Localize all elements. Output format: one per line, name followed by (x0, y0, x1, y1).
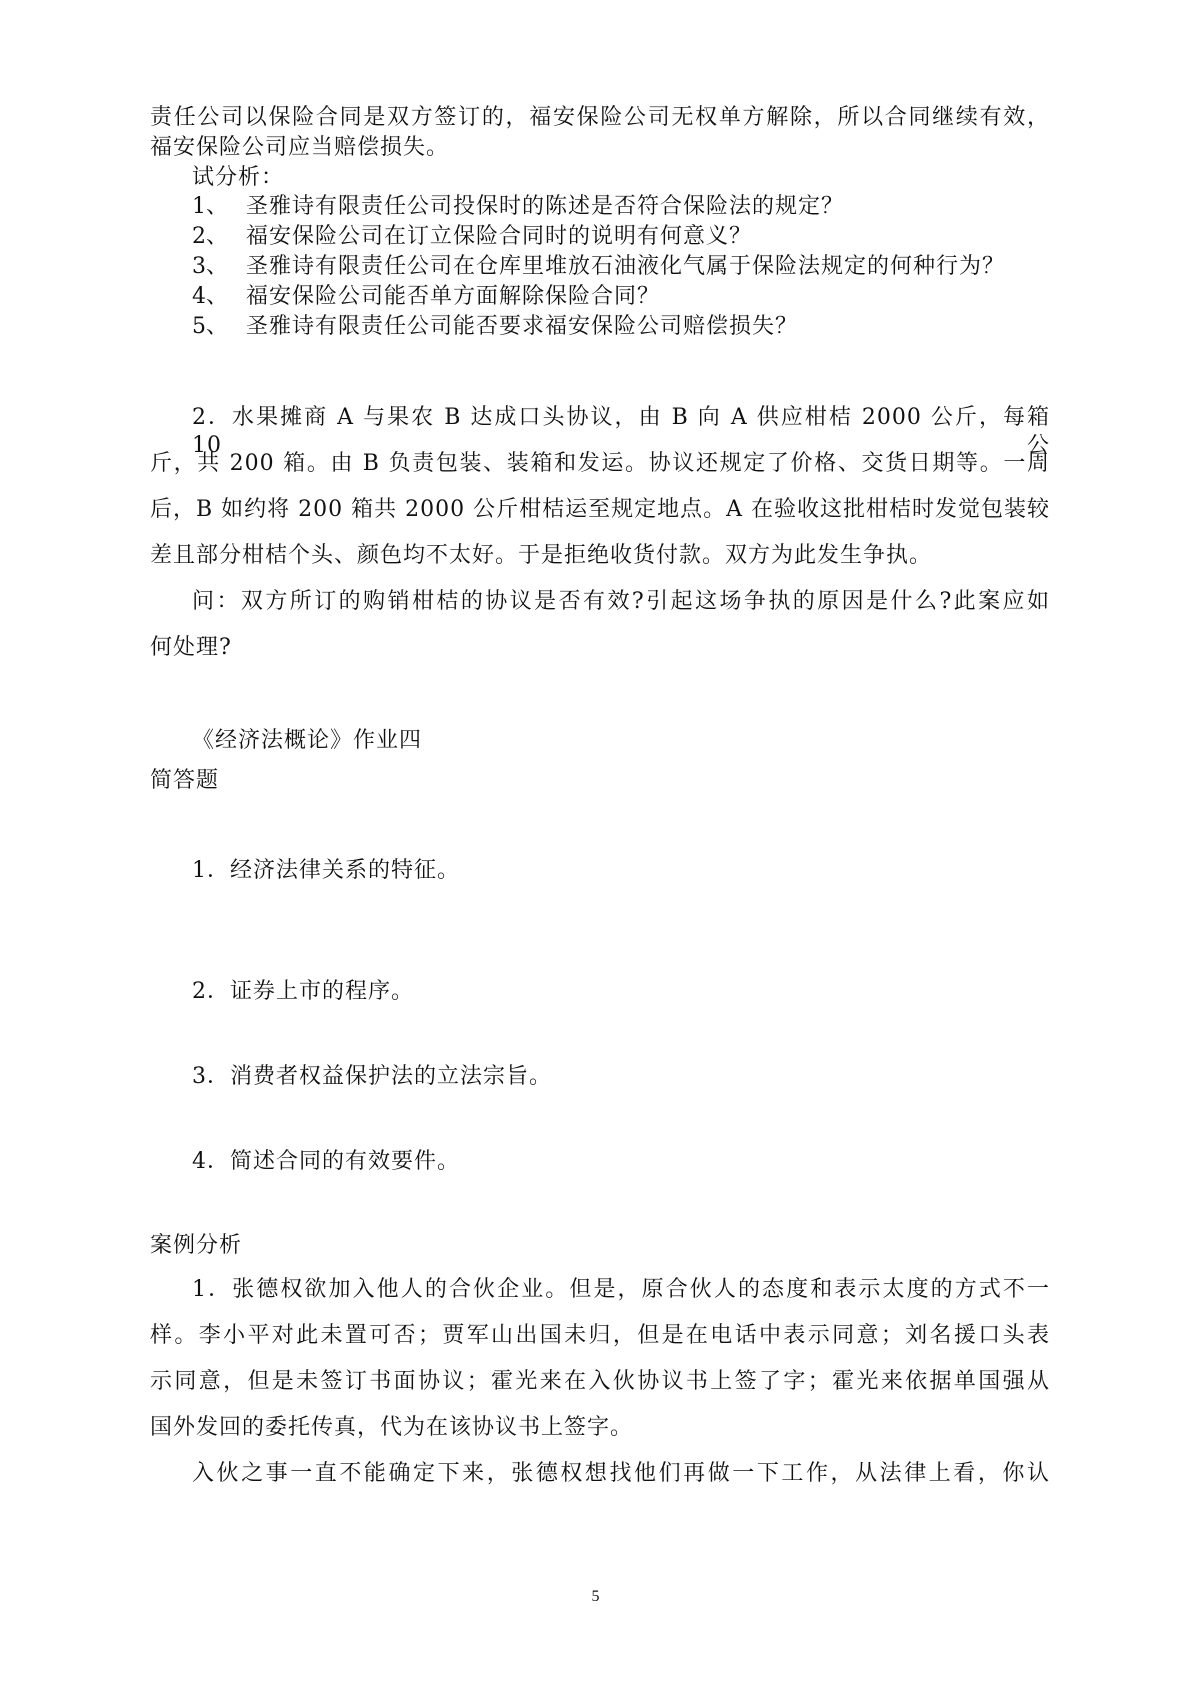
page-number: 5 (591, 1588, 600, 1605)
case-analysis-line-1: 1．张德权欲加入他人的合伙企业。但是，原合伙人的态度和表示太度的方式不一 (192, 1277, 1050, 1302)
case-analysis-line-3: 示同意，但是未签订书面协议；霍光来在入伙协议书上签了字；霍光来依据单国强从 (150, 1369, 1050, 1394)
list-item-number: 4、 (192, 284, 228, 309)
intro-line-1: 责任公司以保险合同是双方签订的，福安保险公司无权单方解除，所以合同继续有效， (150, 105, 1050, 130)
short-question-2: 2．证券上市的程序。 (192, 979, 414, 1004)
case-2-line-3: 后，B 如约将 200 箱共 2000 公斤柑桔运至规定地点。A 在验收这批柑桔时发觉包装较 (150, 497, 1050, 522)
case-analysis-line-4: 国外发回的委托传真，代为在该协议书上签字。 (150, 1415, 634, 1440)
analysis-prompt: 试分析： (192, 165, 285, 190)
case-2-line-4: 差且部分柑桔个头、颜色均不太好。于是拒绝收货付款。双方为此发生争执。 (150, 543, 933, 568)
list-item-number: 2、 (192, 224, 228, 249)
section-heading-case-analysis: 案例分析 (150, 1233, 243, 1258)
case-2-question-line-1: 问：双方所订的购销柑桔的协议是否有效?引起这场争执的原因是什么?此案应如 (192, 589, 1050, 614)
short-question-3: 3．消费者权益保护法的立法宗旨。 (192, 1064, 552, 1089)
list-item-text: 福安保险公司能否单方面解除保险合同？ (246, 284, 661, 309)
case-analysis-line-5: 入伙之事一直不能确定下来，张德权想找他们再做一下工作，从法律上看，你认 (192, 1461, 1050, 1486)
section-heading-short-answer: 简答题 (150, 768, 220, 793)
case-2-question-line-2: 何处理? (150, 635, 232, 660)
case-analysis-line-2: 样。李小平对此未置可否；贾军山出国未归，但是在电话中表示同意；刘名援口头表 (150, 1323, 1050, 1348)
homework-title: 《经济法概论》作业四 (192, 728, 423, 753)
list-item-text: 圣雅诗有限责任公司能否要求福安保险公司赔偿损失？ (246, 314, 799, 339)
list-item-text: 福安保险公司在订立保险合同时的说明有何意义？ (246, 224, 753, 249)
intro-line-2: 福安保险公司应当赔偿损失。 (150, 135, 450, 160)
case-2-line-1: 2．水果摊商 A 与果农 B 达成口头协议，由 B 向 A 供应柑桔 2000 公斤，每箱 10 公 (192, 405, 1050, 458)
list-item-text: 圣雅诗有限责任公司投保时的陈述是否符合保险法的规定？ (246, 194, 845, 219)
case-2-line-2: 斤，共 200 箱。由 B 负责包装、装箱和发运。协议还规定了价格、交货日期等。一周 (150, 451, 1050, 476)
short-question-4: 4．简述合同的有效要件。 (192, 1149, 460, 1174)
short-question-1: 1．经济法律关系的特征。 (192, 858, 460, 883)
list-item-number: 3、 (192, 254, 228, 279)
list-item-number: 1、 (192, 194, 228, 219)
list-item-number: 5、 (192, 314, 228, 339)
list-item-text: 圣雅诗有限责任公司在仓库里堆放石油液化气属于保险法规定的何种行为？ (246, 254, 1006, 279)
